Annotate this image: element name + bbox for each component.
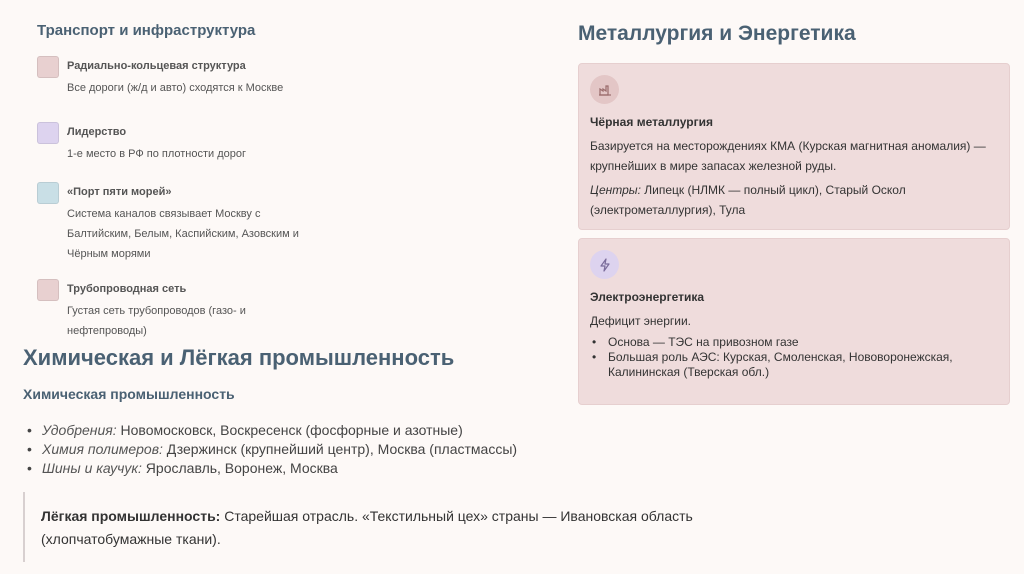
bullet-item: • Большая роль АЭС: Курская, Смоленская, Нововоронежская, Калининская (Тверская обл.) (590, 350, 1000, 380)
chem-title: Химическая и Лёгкая промышленность (23, 345, 455, 370)
factory-icon (590, 75, 619, 104)
transport-item-title: Трубопроводная сеть (67, 283, 187, 295)
card-centers (590, 180, 995, 220)
transport-item-desc: 1-е место в РФ по плотности дорог (67, 148, 247, 160)
transport-title: Транспорт и инфраструктура (37, 22, 256, 39)
lightning-icon (590, 250, 619, 279)
quote-body: Старейшая отрасль. «Текстильный цех» страны — Ивановская область (хлопчатобумажные ткани). (41, 508, 693, 547)
chem-item-label: Шины и каучук: (42, 460, 142, 476)
light-industry-quote (23, 492, 805, 562)
card-title: Чёрная металлургия (590, 115, 713, 129)
transport-item (37, 279, 317, 339)
transport-item-desc: Система каналов связывает Москву с Балтийским, Белым, Каспийским, Азовским и Чёрным морями (67, 208, 299, 260)
chem-item-text: Новомосковск, Воскресенск (фосфорные и азотные) (116, 422, 463, 438)
transport-item-desc: Все дороги (ж/д и авто) сходятся к Москве (67, 82, 284, 94)
card-bullets (590, 335, 1000, 380)
card-title: Электроэнергетика (590, 290, 705, 304)
chem-item-label: Химия полимеров: (42, 441, 163, 457)
bullet-item: • Основа — ТЭС на привозном газе (590, 335, 1000, 350)
chem-subtitle: Химическая промышленность (23, 386, 235, 402)
color-square (37, 122, 59, 144)
centers-text: Липецк (НЛМК — полный цикл), Старый Оскол (электрометаллургия), Тула (590, 183, 906, 217)
chem-item (25, 421, 745, 440)
transport-item-title: Лидерство (67, 126, 127, 138)
color-square (37, 56, 59, 78)
card-text: Базируется на месторождениях КМА (Курская магнитная аномалия) — крупнейших в мире запасах железной руды. (590, 139, 986, 173)
card-ferrous-metallurgy (578, 63, 1010, 230)
card-electric-power (578, 238, 1010, 405)
transport-item-desc: Густая сеть трубопроводов (газо- и нефтепроводы) (67, 305, 246, 337)
chem-item-text: Ярославль, Воронеж, Москва (141, 460, 338, 476)
chem-item (25, 440, 745, 459)
card-text: Дефицит энергии. (590, 314, 691, 328)
color-square (37, 279, 59, 301)
transport-item (37, 56, 317, 122)
transport-item-title: Радиально-кольцевая структура (67, 60, 246, 72)
transport-item (37, 122, 317, 182)
chem-item-label: Удобрения: (42, 422, 117, 438)
chem-item-text: Дзержинск (крупнейший центр), Москва (пластмассы) (162, 441, 518, 457)
color-square (37, 182, 59, 204)
transport-item (37, 182, 317, 279)
quote-text (41, 505, 801, 551)
chem-list (25, 421, 745, 478)
transport-list (37, 56, 317, 339)
transport-item-title: «Порт пяти морей» (67, 186, 172, 198)
metal-title: Металлургия и Энергетика (578, 22, 856, 45)
centers-label: Центры: (590, 183, 641, 197)
quote-label: Лёгкая промышленность: (41, 508, 221, 524)
chem-item (25, 459, 745, 478)
